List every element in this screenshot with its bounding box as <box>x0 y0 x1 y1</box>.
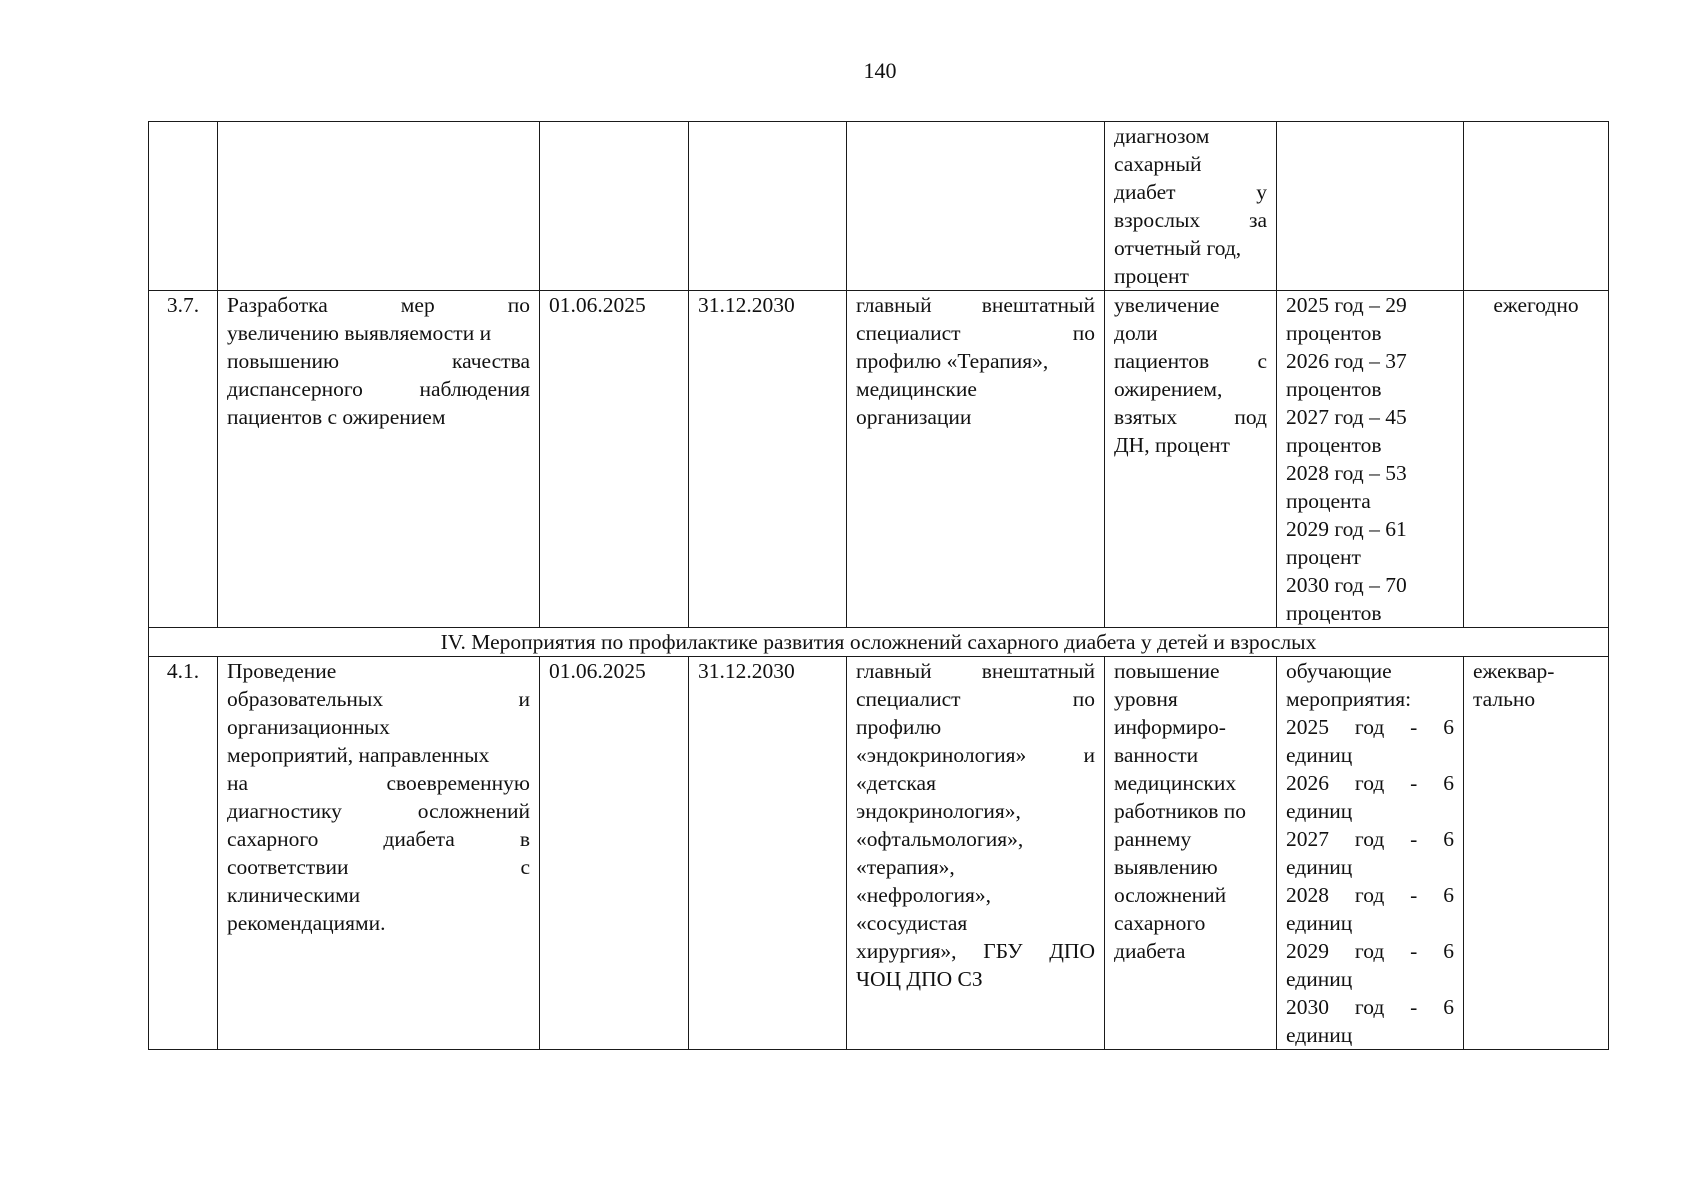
cell-text-line: специалист по <box>856 321 1095 345</box>
cell-text-line: доли <box>1114 321 1158 345</box>
table-row <box>149 122 1609 291</box>
cell-text-line: процентов <box>1286 377 1382 401</box>
cell-text-line: «офтальмология», <box>856 827 1024 851</box>
cell-text-line: диспансерного наблюдения <box>227 377 530 401</box>
cell-text-line: 2026 год – 37 <box>1286 349 1407 373</box>
cell-values <box>1277 291 1464 628</box>
cell-text-line: 2029 год - 6 <box>1286 939 1454 963</box>
cell-responsible <box>847 657 1105 1050</box>
cell-responsible <box>847 291 1105 628</box>
cell-values <box>1277 657 1464 1050</box>
cell-text-line: главный внештатный <box>856 659 1095 683</box>
cell-text-line: ДН, процент <box>1114 433 1230 457</box>
cell-num: 4.1. <box>149 657 218 1050</box>
cell-text-line: тально <box>1473 687 1536 711</box>
cell-text-line: процент <box>1286 545 1361 569</box>
cell-text-line: 2025 год - 6 <box>1286 715 1454 739</box>
cell-indicator <box>1105 291 1277 628</box>
cell-text-line: пациентов с <box>1114 349 1267 373</box>
cell-text-line: ожирением, <box>1114 377 1223 401</box>
cell-end: 31.12.2030 <box>689 657 847 1050</box>
cell-text-line: диабета <box>1114 939 1186 963</box>
cell-text-line: обучающие <box>1286 659 1392 683</box>
cell-text-line: 2029 год – 61 <box>1286 517 1407 541</box>
cell-text-line: раннему <box>1114 827 1192 851</box>
cell-text-line: профилю <box>856 715 942 739</box>
cell-activity <box>218 657 540 1050</box>
cell-responsible <box>847 122 1105 291</box>
cell-text-line: увеличение <box>1114 293 1220 317</box>
cell-text-line: «нефрология», <box>856 883 992 907</box>
cell-text-line: организационных <box>227 715 390 739</box>
cell-text-line: мероприятий, направленных <box>227 743 490 767</box>
cell-text-line: эндокринология», <box>856 799 1021 823</box>
cell-text-line: ЧОЦ ДПО СЗ <box>856 967 983 991</box>
cell-text-line: профилю «Терапия», <box>856 349 1049 373</box>
cell-text-line: единиц <box>1286 967 1353 991</box>
cell-text-line: специалист по <box>856 687 1095 711</box>
table-row <box>149 657 1609 1050</box>
cell-text-line: 2027 год – 45 <box>1286 405 1407 429</box>
cell-indicator <box>1105 657 1277 1050</box>
cell-text-line: ванности <box>1114 743 1199 767</box>
cell-text-line: организации <box>856 405 972 429</box>
cell-num <box>149 122 218 291</box>
cell-text-line: единиц <box>1286 799 1353 823</box>
cell-text-line: хирургия», ГБУ ДПО <box>856 939 1095 963</box>
cell-text-line: рекомендациями. <box>227 911 386 935</box>
cell-text-line: Разработка мер по <box>227 293 530 317</box>
cell-text-line: «терапия», <box>856 855 955 879</box>
cell-text-line: работников по <box>1114 799 1246 823</box>
cell-text-line: процентов <box>1286 601 1382 625</box>
cell-periodicity <box>1464 657 1609 1050</box>
cell-text-line: осложнений <box>1114 883 1227 907</box>
cell-indicator <box>1105 122 1277 291</box>
cell-text-line: единиц <box>1286 1023 1353 1047</box>
cell-text-line: сахарного диабета в <box>227 827 530 851</box>
cell-text-line: сахарного <box>1114 911 1206 935</box>
cell-end <box>689 122 847 291</box>
cell-text-line: 2027 год - 6 <box>1286 827 1454 851</box>
page-number: 140 <box>863 58 897 83</box>
cell-periodicity <box>1464 122 1609 291</box>
cell-text-line: ежеквар- <box>1473 659 1555 683</box>
cell-text-line: информиро- <box>1114 715 1226 739</box>
section-heading: IV. Мероприятия по профилактике развития осложнений сахарного диабета у детей и взрослых <box>149 628 1609 657</box>
cell-text-line: пациентов с ожирением <box>227 405 446 429</box>
cell-text-line: уровня <box>1114 687 1178 711</box>
cell-start: 01.06.2025 <box>540 291 689 628</box>
cell-text-line: единиц <box>1286 911 1353 935</box>
cell-values <box>1277 122 1464 291</box>
cell-text-line: медицинских <box>1114 771 1237 795</box>
cell-text-line: взятых под <box>1114 405 1267 429</box>
cell-text-line: образовательных и <box>227 687 530 711</box>
cell-text-line: процента <box>1286 489 1371 513</box>
cell-activity <box>218 122 540 291</box>
cell-text-line: соответствии с <box>227 855 530 879</box>
cell-text-line: увеличению выявляемости и <box>227 321 492 345</box>
cell-text-line: повышению качества <box>227 349 530 373</box>
cell-text-line: медицинские <box>856 377 977 401</box>
cell-text-line: «сосудистая <box>856 911 968 935</box>
cell-text-line: мероприятия: <box>1286 687 1412 711</box>
cell-text-line: 2026 год - 6 <box>1286 771 1454 795</box>
cell-text-line: единиц <box>1286 855 1353 879</box>
cell-text-line: взрослых за <box>1114 208 1267 232</box>
measures-table <box>148 121 1609 1050</box>
cell-text-line: процентов <box>1286 321 1382 345</box>
cell-text-line: 2030 год – 70 <box>1286 573 1407 597</box>
cell-start <box>540 122 689 291</box>
cell-text-line: Проведение <box>227 659 337 683</box>
cell-text-line: на своевременную <box>227 771 530 795</box>
cell-text-line: 2028 год – 53 <box>1286 461 1407 485</box>
cell-text-line: «детская <box>856 771 936 795</box>
cell-text-line: главный внештатный <box>856 293 1095 317</box>
cell-text-line: клиническими <box>227 883 361 907</box>
cell-text-line: повышение <box>1114 659 1220 683</box>
cell-text-line: выявлению <box>1114 855 1218 879</box>
cell-text-line: процентов <box>1286 433 1382 457</box>
table-row <box>149 291 1609 628</box>
cell-activity <box>218 291 540 628</box>
cell-text-line: единиц <box>1286 743 1353 767</box>
cell-end: 31.12.2030 <box>689 291 847 628</box>
cell-text-line: 2025 год – 29 <box>1286 293 1407 317</box>
cell-text-line: 2028 год - 6 <box>1286 883 1454 907</box>
cell-text-line: 2030 год - 6 <box>1286 995 1454 1019</box>
cell-text-line: «эндокринология» и <box>856 743 1095 767</box>
cell-periodicity: ежегодно <box>1464 291 1609 628</box>
cell-text-line: диабет у <box>1114 180 1267 204</box>
cell-text-line: диагностику осложнений <box>227 799 530 823</box>
cell-text-line: процент <box>1114 264 1189 288</box>
cell-text-line: диагнозом <box>1114 124 1210 148</box>
section-heading-row <box>149 628 1609 657</box>
cell-start: 01.06.2025 <box>540 657 689 1050</box>
cell-text-line: сахарный <box>1114 152 1202 176</box>
cell-num: 3.7. <box>149 291 218 628</box>
cell-text-line: отчетный год, <box>1114 236 1242 260</box>
